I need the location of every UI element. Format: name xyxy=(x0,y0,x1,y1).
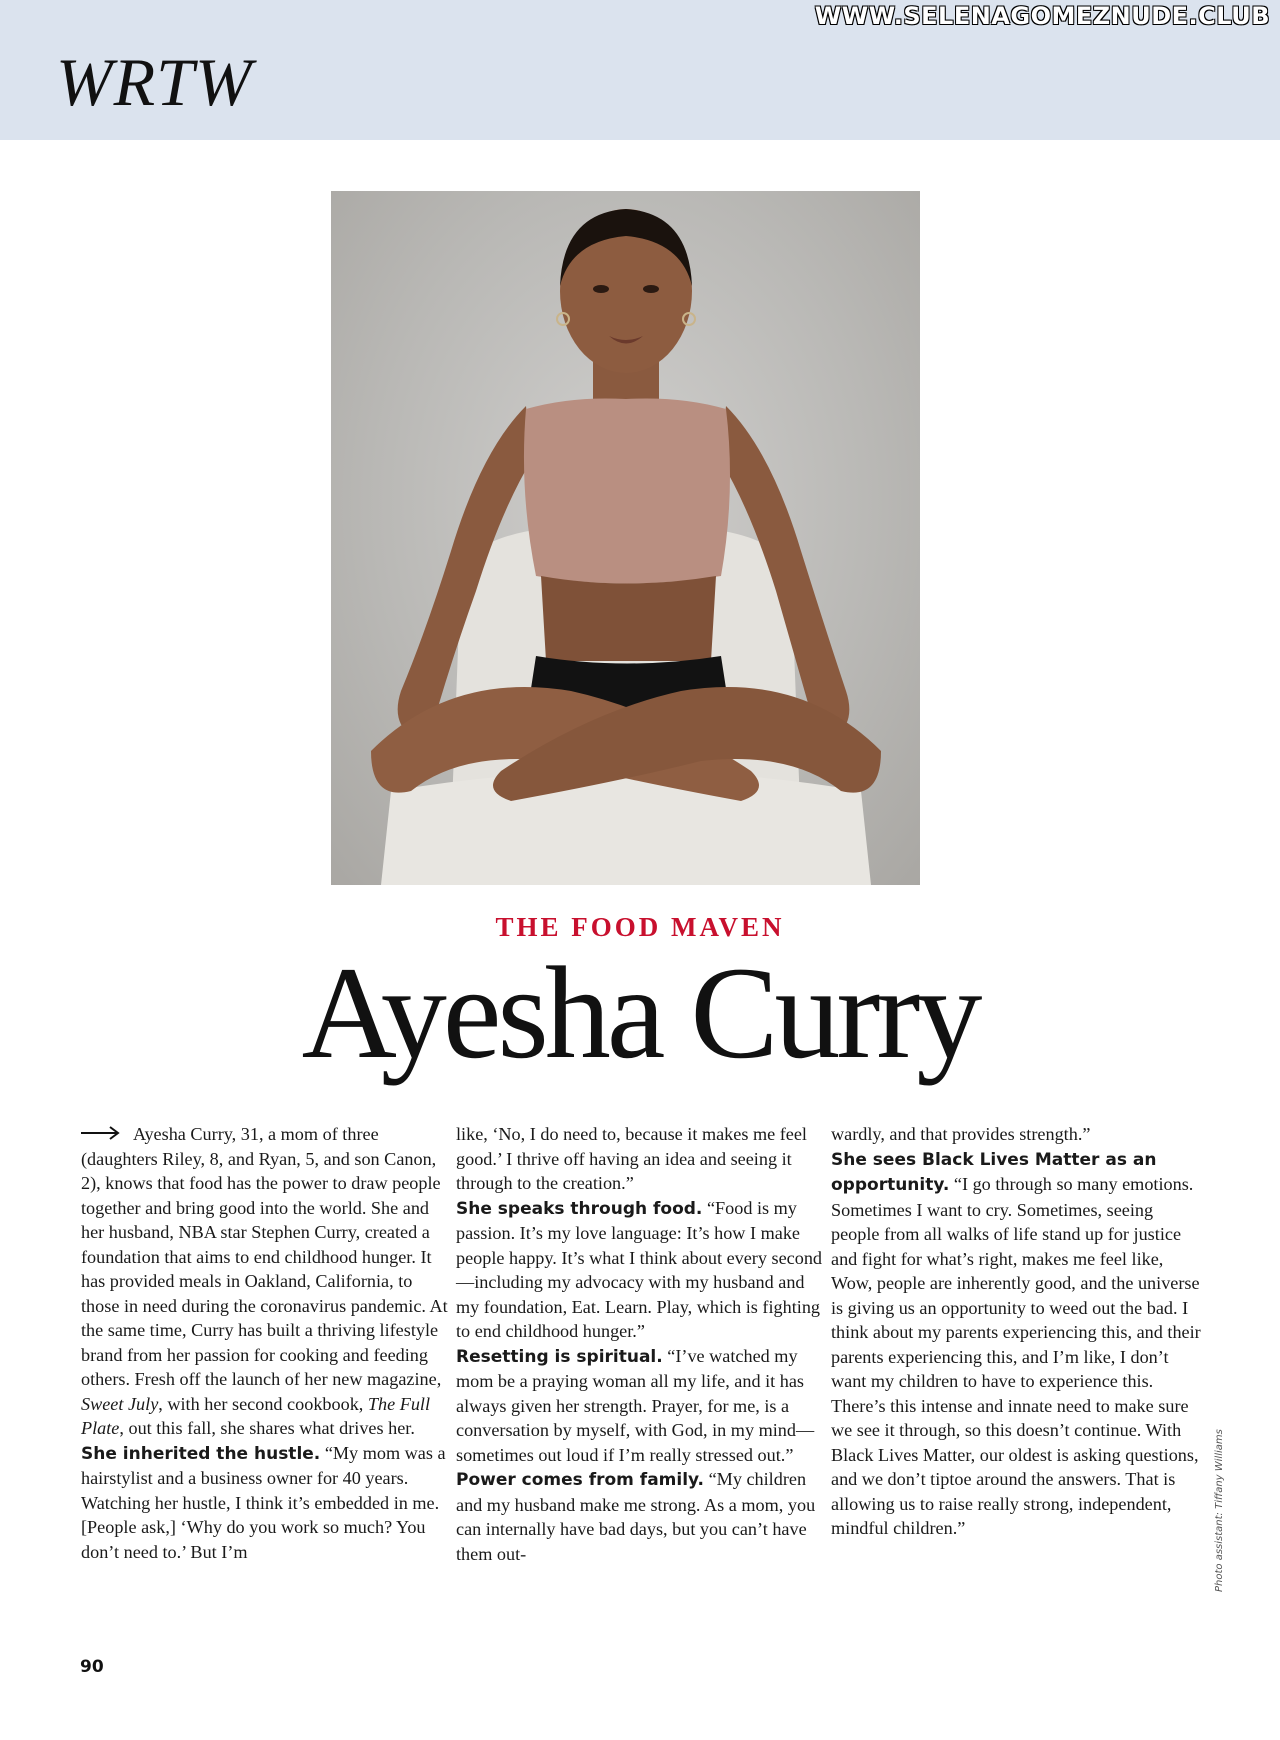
body-hustle: “My mom was a hairstylist and a business owner for 40 years. Watching her hustle, I think it’s embedded in me. [People ask,] ‘Why do you work so much? You don’t need to.’ But I’m xyxy=(81,1442,446,1562)
intro-text: Ayesha Curry, 31, a mom of three (daughters Riley, 8, and Ryan, 5, and son Canon, 2), knows that food has the power to draw people together and bring good into the world. She and her husband, NBA star Stephen Curry, created a foundation that aims to end childhood hunger. It has provided meals in Oakland, California, to those in need during the coronavirus pandemic. At the same time, Curry has built a thriving lifestyle brand from her passion for cooking and feeding others. Fresh off the launch of her new magazine, xyxy=(81,1124,448,1389)
magazine-title: Sweet July xyxy=(81,1393,159,1414)
right-eye xyxy=(643,285,659,293)
section-family xyxy=(456,1467,828,1566)
continued-text: like, ‘No, I do need to, because it makes me feel good.’ I thrive off having an idea and seeing it through to the creation.” xyxy=(456,1124,807,1193)
intro-paragraph xyxy=(81,1122,453,1441)
section-spiritual xyxy=(456,1344,828,1468)
crop-top xyxy=(524,398,730,583)
lead-in-blm: She sees Black Lives Matter as an opportunity. xyxy=(831,1149,1157,1195)
watermark: WWW.SELENAGOMEZNUDE.CLUB xyxy=(814,2,1270,30)
portrait-photo xyxy=(331,191,920,885)
portrait-illustration xyxy=(331,191,920,885)
body-spiritual: “I’ve watched my mom be a praying woman all my life, and it has always given her strength. Prayer, for me, is a conversation by myself, with God, in my mind—sometimes out loud if I’m really stressed out.” xyxy=(456,1345,815,1465)
chair-seat xyxy=(381,771,871,885)
photo-credit-text: Photo assistant: Tiffany Williams xyxy=(1214,1429,1225,1592)
section-logo: WRTW xyxy=(56,44,253,120)
section-hustle xyxy=(81,1441,453,1565)
body-food: “Food is my passion. It’s my love language: It’s how I make people happy. It’s what I think about every second—including my advocacy with my husband and my foundation, Eat. Learn. Play, which is fighting to end childhood hunger.” xyxy=(456,1197,823,1341)
continued-text-2: wardly, and that provides strength.” xyxy=(831,1124,1091,1144)
article-column-3 xyxy=(831,1122,1203,1541)
cookbook-title: The Full Plate xyxy=(81,1393,431,1438)
body-blm: “I go through so many emotions. Sometimes I want to cry. Sometimes, seeing people from all walks of life stand up for justice and fight for what’s right, makes me feel like, Wow, people are inherently good, and the universe is giving us an opportunity to weed out the bad. I think about my parents experiencing this, and their parents experiencing this, and I’m like, I don’t want my children to have to experience this. There’s this intense and innate need to make sure we see it through, so this doesn’t continue. With Black Lives Matter, our oldest is asking questions, and we don’t tiptoe around the answers. That is allowing us to raise really strong, independent, mindful children.” xyxy=(831,1174,1201,1538)
feature-kicker: THE FOOD MAVEN xyxy=(495,912,785,942)
lead-in-spiritual: Resetting is spiritual. xyxy=(456,1346,663,1367)
left-eye xyxy=(593,285,609,293)
lead-in-family: Power comes from family. xyxy=(456,1470,705,1490)
section-blm xyxy=(831,1147,1203,1541)
arrow-right-icon xyxy=(81,1126,121,1140)
feature-headline: Ayesha Curry xyxy=(301,939,979,1086)
torso xyxy=(541,576,716,661)
section-food xyxy=(456,1196,828,1344)
article-column-2 xyxy=(456,1122,828,1566)
body-family: “My children and my husband make me strong. As a mom, you can internally have bad days, but you can’t have them out- xyxy=(456,1469,816,1564)
article-column-1 xyxy=(81,1122,453,1564)
intro-text-2: , with her second cookbook, xyxy=(158,1393,368,1414)
page-number: 90 xyxy=(80,1657,104,1677)
lead-in-food: She speaks through food. xyxy=(456,1198,703,1219)
lead-in-hustle: She inherited the hustle. xyxy=(81,1443,321,1464)
intro-text-3: , out this fall, she shares what drives her. xyxy=(119,1418,415,1438)
